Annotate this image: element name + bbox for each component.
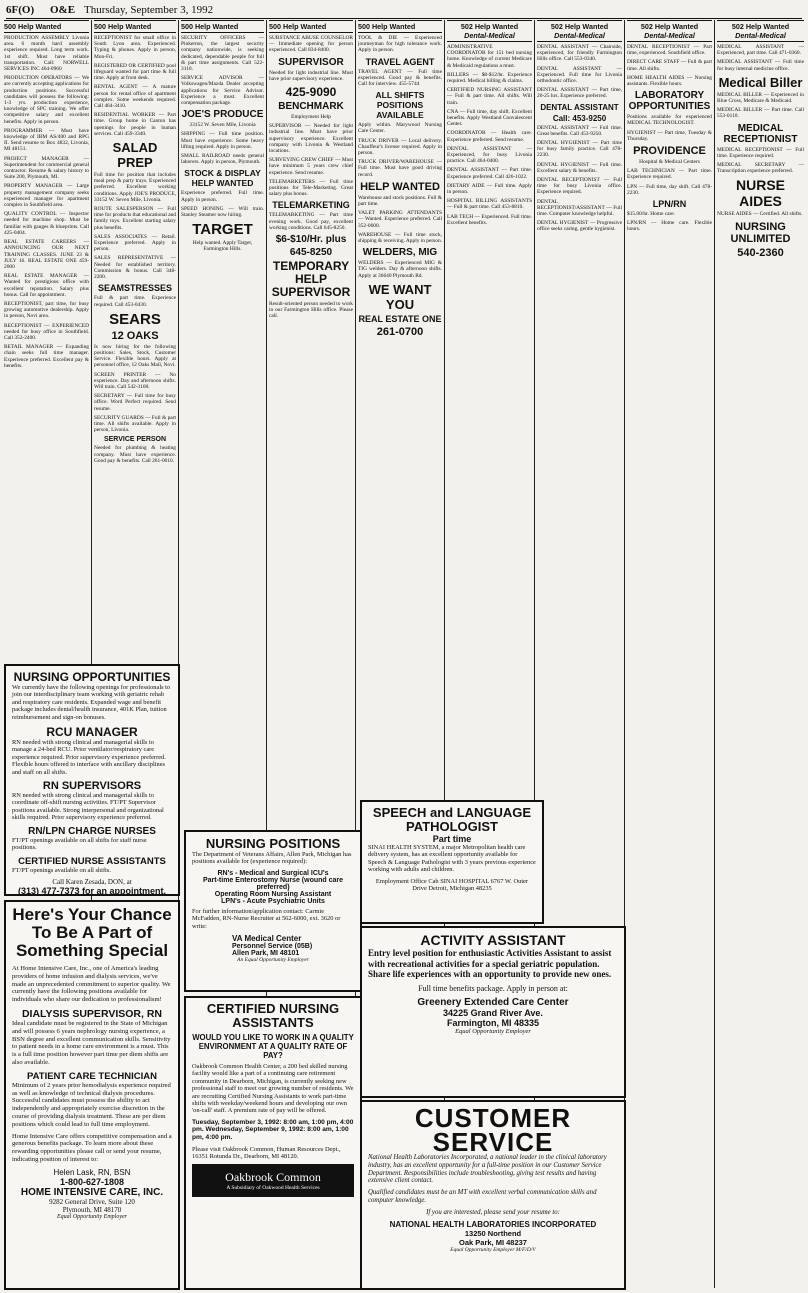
classified-ad: PROJECT MANAGER — Superintendent for commercial general contractor. Resume & salary history to Suite 200, Plymouth, MI. — [4, 155, 89, 181]
classified-ad: MEDICAL BILLER — Part time. Call 553-0110. — [717, 107, 804, 120]
ad-address: 13250 Northend — [464, 1228, 522, 1238]
classified-ad: PROPERTY MANAGER — Large property management company seeks experienced manager for apartment complex in Southfield area. — [4, 183, 89, 209]
ad-body: RN needed with strong clinical and managerial skills to manage a 24-bed RCU. Prior ventilator/respiratory care experience required. Prior supervisory experience preferred. Flexible hours offered to interface with ancillary disciplines and staff on all shifts. — [12, 739, 166, 776]
ad-phone: Call: 453-9250 — [552, 113, 607, 123]
ad-subtitle: RN/LPN CHARGE NURSES — [28, 825, 156, 837]
column-9 — [717, 20, 804, 1288]
ad-subheadline: 12 OAKS — [111, 329, 159, 342]
column-1 — [4, 20, 89, 660]
ad-headline: WELDERS, MIG — [362, 247, 438, 259]
section-header — [447, 20, 532, 42]
ad-headline: SALAD PREP — [112, 140, 158, 171]
classified-ad: HOME HEALTH AIDES — Nursing assistants. Flexible hours. — [627, 74, 712, 88]
classified-ad: SECURITY OFFICERS — Pinkerton, the largest security company nationwide, is seeking dedicated, dependable people for full & part time assignments. Call 522-3110. — [181, 35, 264, 73]
column-8 — [627, 20, 712, 1288]
ad-headline: TARGET — [192, 221, 253, 239]
ad-body: At Home Intensive Care, Inc., one of America's leading providers of home infusion and dialysis services, we've made an unprecedented commitment to superior quality. We currently have the following positions available for individuals who share our dedication to professionalism! — [12, 965, 171, 1004]
column-4 — [269, 20, 353, 820]
classified-ad: Full time for position that includes meal prep & party trays. Experienced preferred. Excellent working conditions. Apply JOE'S PRODUCE, 33152 W. Seven Mile, Livonia. — [94, 172, 176, 203]
section-header — [717, 20, 804, 42]
ad-headline: LABORATORY OPPORTUNITIES — [628, 90, 711, 113]
column-6 — [447, 20, 532, 790]
ad-dates: Tuesday, September 3, 1992: 8:00 am, 1:00 pm, 4:00 pm. Wednesday, September 9, 1992: 8:00 am, 1:00 pm, 4:00 pm. — [192, 1118, 354, 1142]
ad-body: For further information/application contact: Carmie McFadden, RN-Nurse Recruiter at 562-6000, ext. 3620 or write: — [192, 907, 341, 930]
ad-subtitle: CERTIFIED NURSE ASSISTANTS — [18, 855, 166, 867]
classified-ad: DENTAL RECEPTIONIST/ASSISTANT — Full time. Computer knowledge helpful. — [537, 198, 622, 218]
classified-ad: DIRECT CARE STAFF — Full & part time. All shifts. — [627, 59, 712, 72]
ad-headline: SEARS — [109, 310, 161, 328]
ad-subtitle: WOULD YOU LIKE TO WORK IN A QUALITY ENVIRONMENT AT A QUALITY RATE OF PAY? — [192, 1033, 354, 1060]
classified-ad: BILLERS — $8-$12/hr. Experience required. Medical billing & claims. — [447, 71, 532, 85]
classified-ad: SHIPPING — Full time position. Must have experience. Some heavy lifting required. Apply in person. — [181, 131, 264, 150]
classified-ad: Result-oriented person needed to work in our Farmington Hills office. Please call. — [269, 301, 353, 320]
ad-address: 34225 Grand River Ave. — [443, 1007, 543, 1018]
ad-subheadline: REAL ESTATE ONE — [358, 313, 442, 324]
classified-ad: DENTAL HYGIENIST — Progressive office seeks caring, gentle hygienist. — [537, 220, 622, 233]
classified-ad: Needed for light industrial line. Must have prior supervisory experience. — [269, 69, 353, 82]
ad-headline: TEMPORARY HELP SUPERVISOR — [271, 259, 351, 300]
ad-title: SPEECH and LANGUAGE PATHOLOGIST — [372, 805, 532, 834]
ad-headline: LPN/RN — [652, 199, 687, 210]
column-5 — [358, 20, 442, 790]
classified-ad: ROUTE SALESPERSON — Full time for products that educational and family toys. Excellent starting salary plus benefits. — [94, 206, 176, 231]
classified-ad: Is now hiring for the following positions: Sales, Stock, Customer Service. Flexible hours. Apply at personnel office, 12 Oaks Mall, Novi. — [94, 343, 176, 369]
classified-ad: DENTAL ASSISTANT — Chairside, experienced, for friendly Farmington Hills office. Call 553-0340. — [537, 44, 622, 63]
classified-ad: MEDICAL ASSISTANT — Experienced, part time. Call 471-0360. — [717, 44, 804, 57]
classified-ad: TRUCK DRIVER/WAREHOUSE — Full time. Must have good driving record. — [358, 159, 442, 178]
classified-ad: DIETARY AIDE — Full time. Apply in person. — [447, 182, 532, 196]
ad-body: FT/PT openings available on all shifts. — [12, 866, 111, 874]
ad-subtitle: DIALYSIS SUPERVISOR, RN — [21, 1007, 163, 1020]
ad-city: Farmington, MI 48335 — [446, 1017, 540, 1028]
classified-ad: WAREHOUSE — Full time stock, shipping & receiving. Apply in person. — [358, 231, 442, 245]
ad-body: The Department of Veterans Affairs, Allen Park, Michigan has positions available for (experience required): — [192, 851, 352, 866]
section-header-line: Dental-Medical — [464, 31, 515, 40]
classified-ad: SCREEN PRINTER — No experience. Day and afternoon shifts. Will train. Call 542-3100. — [94, 371, 176, 390]
classified-ad: Hospital & Medical Centers — [639, 159, 700, 166]
ad-contact: Helen Lask, RN, BSN — [53, 1167, 131, 1177]
ad-body: We currently have the following openings for professionals to join our interdisciplinary team working with geriatric rehab and respiratory care residents. Expanded wage and benefit package includes dental/health insurance, 401K Plan, tuition reimbursement and sign-on bonuses. — [12, 684, 171, 721]
ad-headline: STOCK & DISPLAY HELP WANTED — [184, 168, 261, 189]
ad-address: Personnel Service (05B) — [232, 943, 313, 951]
classified-ad: RESIDENTIAL WORKER — Part time. Group home in Canton has openings for people in human services. Call 459-3340. — [94, 112, 176, 137]
ad-subtitle: RN SUPERVISORS — [42, 780, 142, 793]
ad-title: NURSING OPPORTUNITIES — [13, 670, 171, 684]
classified-ad: Warehouse and stock positions. Full & part time. — [358, 194, 442, 208]
ad-address: 9282 General Drive, Suite 120 — [49, 1197, 135, 1206]
classified-ad: SUPERVISOR — Needed for light industrial line. Must have prior supervisory experience. Excellent company with Livonia & Westland locations. — [269, 123, 353, 155]
classified-ad: SUBSTANCE ABUSE COUNSELOR — Immediate opening for person experienced. Call 834-8400. — [269, 35, 353, 54]
classified-ad: DENTAL ASSISTANT — Part time, 20-25 hrs. Experience preferred. — [537, 87, 622, 100]
classified-ad: DENTAL ASSISTANT — Part time. Experience preferred. Call 426-1022. — [447, 167, 532, 180]
classified-ad: REAL ESTATE CAREERS — ANNOUNCING OUR NEXT TRAINING CLASSES. JUNE 23 & JULY 16. REAL ESTATE ONE 459-2000 — [4, 239, 89, 270]
ad-body: Entry level position for enthusiastic Activities Assistant to assist with recreational activities for a special geriatric population. Share life experiences with an opportunity to provide new ones. — [368, 948, 612, 979]
classified-ad: RECEPTIONIST — EXPERIENCED needed for busy office in Southfield. Call 352-2400. — [4, 322, 89, 341]
logo-name: Oakbrook Common — [225, 1170, 321, 1185]
classified-ad: HYGIENIST — Part time, Tuesday & Thursday. — [627, 129, 712, 142]
nursing-opportunities-ad — [4, 664, 180, 896]
eoe-note: An Equal Opportunity Employer — [237, 957, 309, 964]
classified-ad: MEDICAL BILLER — Experienced in Blue Cross, Medicare & Medicaid. — [717, 91, 804, 105]
classified-ad: TRUCK DRIVER — Local delivery. Chauffeur's license required. Apply in person. — [358, 137, 442, 157]
classified-ad: TRAVEL AGENT — Full time experienced. Good pay & benefits. Call for interview. 455-5744 — [358, 68, 442, 88]
classified-ad: CNA — Full time, day shift. Excellent benefits. Apply Westland Convalescent Center. — [447, 108, 532, 128]
classified-ad: Needed for plumbing & heating company. Must have experience. Good pay & benefits. Call 261-0010. — [94, 445, 176, 464]
classified-ad: LPN — Full time, day shift. Call 478-2230. — [627, 183, 712, 196]
customer-service-ad — [360, 1100, 626, 1290]
classified-ad: DENTAL RECEPTIONIST — Part time, experienced. Southfield office. — [627, 44, 712, 57]
ad-apply: Full time benefits package. Apply in person at: — [418, 983, 568, 993]
ad-headline: TRAVEL AGENT — [365, 56, 435, 67]
section-header-line: 502 Help Wanted — [460, 22, 519, 31]
activity-assistant-ad — [360, 926, 626, 1098]
paper-name: O&E — [50, 4, 76, 16]
classified-ad: Help wanted. Apply Target, Farmington Hills. — [192, 240, 253, 253]
classified-ad: LAB TECH — Experienced. Full time. Excellent benefits. — [447, 213, 532, 226]
column-2 — [94, 20, 176, 660]
section-header: 500 Help Wanted — [181, 20, 264, 33]
classified-ad: DENTAL HYGIENIST — Full time. Excellent salary & benefits. — [537, 161, 622, 174]
classified-ad: SALES REPRESENTATIVE — Needed for established territory. Commission & bonus. Call 348-2200. — [94, 255, 176, 281]
classified-ad: SERVICE ADVISOR — Volkswagen/Mazda Dealer accepting applications for Service Advisor. Experience a must. Excellent compensation package. — [181, 75, 264, 107]
ad-body: National Health Laboratories Incorporated, a national leader in the clinical laboratory industry, has an excellent opportunity for a full-time position in our Customer Service Department. Responsibilities include troubleshooting, giving test results and having extensive client contact. — [368, 1154, 607, 1185]
classified-ad: Employment Help — [291, 114, 331, 121]
section-header — [627, 20, 712, 42]
ad-subtitle: RCU MANAGER — [46, 725, 138, 740]
ad-headline: NURSING UNLIMITED — [730, 220, 791, 245]
classified-ad: TELEMARKETERS — Full time positions for Tele-Marketing. Great salary plus bonus. — [269, 178, 353, 198]
classified-ad: VALET PARKING ATTENDANTS — Wanted. Experience preferred. Call 352-0600. — [358, 210, 442, 229]
section-header-line: Dental-Medical — [554, 31, 605, 40]
company-name: HOME INTENSIVE CARE, INC. — [20, 1186, 164, 1198]
classified-ad: TOOL & DIE — Experienced journeyman for high tolerance work. Apply in person. — [358, 35, 442, 54]
ad-city: Plymouth, MI 48170 — [62, 1205, 122, 1214]
ad-body: Please visit Oakbrook Common, Human Resources Dept., 16351 Rotunda Dr., Dearborn, MI 48120. — [192, 1145, 341, 1161]
section-header — [537, 20, 622, 42]
classified-ad: DENTAL ASSISTANT — Full time. Great benefits. Call 453-9250. — [537, 124, 622, 137]
ad-body: Minimum of 2 years prior hemodialysis experience required as well as knowledge of technical dialysis procedures. Successful candidates must possess the ability to act independently and appropriately exercise discretion in the course of providing dialysis treatment. These are per diem positions which could lead to full time employment. — [12, 1081, 171, 1128]
classified-ad: RECEPTIONIST for small office in South Lyon area. Experienced. Typing & phones. Apply in person, Mon-Fri. — [94, 35, 176, 60]
section-header: 500 Help Wanted — [269, 20, 353, 33]
classified-ad: 33152 W. Seven Mile, Livonia — [189, 122, 256, 129]
classified-ad: MEDICAL ASSISTANT — Full time for busy internal medicine office. — [717, 59, 804, 72]
classified-ad: WELDERS — Experienced MIG & TIG welders. Day & afternoon shifts. Apply at 36640 Plymouth Rd. — [358, 260, 442, 279]
ad-headline: SERVICE PERSON — [103, 436, 167, 444]
company-name: NATIONAL HEALTH LABORATORIES INCORPORATED — [389, 1219, 597, 1229]
ad-line: LPN's - Acute Psychiatric Units — [221, 897, 325, 905]
ad-phone: 261-0700 — [376, 325, 424, 338]
column-3 — [181, 20, 264, 820]
classified-ad: DENTAL ASSISTANT — Experienced. Full time for Livonia orthodontic office. — [537, 65, 622, 85]
ad-headline: DENTAL ASSISTANT — [540, 102, 619, 112]
classified-ad: PRODUCTION ASSEMBLY Livonia area. 6 month hard assembly experience required. Long term work. 1st shift. Must have reliable transportation. Call: NORWELL SERVICES INC 464-0960 — [4, 35, 89, 73]
classified-ad: Positions available for experienced MEDICAL TECHNOLOGIST. — [627, 114, 712, 127]
eoe-note: Equal Opportunity Employer — [57, 1213, 127, 1220]
eoe-note: Equal Opportunity Employer — [455, 1027, 531, 1035]
ad-body: Ideal candidate must be registered in the State of Michigan and will possess 6 years nephrology nursing experience, a BSN degree and excellent communication skills. Sensitivity to patient needs in a home care environment is a must. This is a full time position however part time per diem shifts are also available. — [12, 1019, 171, 1066]
classified-ad: COORDINATOR — Health care. Experience preferred. Send resume. — [447, 130, 532, 143]
section-header-line: 502 Help Wanted — [731, 22, 790, 31]
ad-contact: Employment Office Cab SINAI HOSPITAL 6767 W. Outer Drive Detroit, Michigan 48235 — [375, 877, 529, 893]
classified-ad: RENTAL AGENT — A mature person for rental office of apartment complex. Some weekends required. Call 464-3410. — [94, 84, 176, 110]
classified-ad: DENTAL ASSISTANT — Experienced, for busy Livonia practice. Call 464-0400. — [447, 145, 532, 165]
va-nursing-positions-ad — [184, 830, 362, 992]
column-rule — [714, 20, 715, 1288]
ad-headline: SEAMSTRESSES — [97, 283, 173, 294]
ad-body: RN needed with strong clinical and managerial skills to coordinate off-shift nursing activities. FT/PT Supervisor positions available. Strong interpersonal and organizational skills required. Prior supervisory experience preferred. — [12, 792, 164, 822]
ad-title: NURSING POSITIONS — [205, 836, 341, 851]
section-header-line: 502 Help Wanted — [640, 22, 699, 31]
classified-ad: ADMINISTRATIVE COORDINATOR for 151 bed nursing home. Knowledge of current Medicare & Medicaid regulations a must. — [447, 44, 532, 69]
ad-line: RN's - Medical and Surgical ICU's — [217, 869, 329, 877]
classified-ad: Apply within. Marywood Nursing Care Center. — [358, 122, 442, 135]
ad-wage: $6-$10/Hr. plus — [275, 234, 347, 246]
ad-body: SINAI HEALTH SYSTEM, a major Metropolitan health care delivery system, has an excellent opportunity available for Speech & Language Pathologist with 3 years previous experience working with adults and children. — [368, 844, 536, 874]
ad-headline: PROVIDENCE — [633, 145, 706, 158]
section-header-line: 502 Help Wanted — [550, 22, 609, 31]
classified-ad: RETAIL MANAGER — Expanding chain seeks full time manager. Experience preferred. Excellent pay & benefits. — [4, 344, 89, 369]
ad-phone: (313) 477-7373 for an appointment. — [17, 885, 167, 896]
oakbrook-cna-ad — [184, 996, 362, 1290]
ad-headline: ALL SHIFTS POSITIONS AVAILABLE — [375, 90, 425, 121]
ad-body: Oakbrook Common Health Center, a 200 bed skilled nursing facility would like a part of a continuing care retirement community in Dearborn, Michigan, is currently seeking new professional staff to meet our growing number of residents. We are recruiting Certified Nursing Assistants to work part-time shifts with weekday/weekend hours and developing our own 'on-call' staff. A premium rate of pay will be offered. — [192, 1063, 354, 1115]
classified-ad: PROGRAMMER — Must have knowledge of IBM AS/400 and RPG II. Send resume to Box 4832, Livonia, MI 48151. — [4, 127, 89, 153]
ad-headline: Medical Biller — [718, 74, 803, 90]
page-masthead — [6, 4, 802, 19]
section-header: 500 Help Wanted — [358, 20, 442, 33]
ad-line: Part-time Enterostomy Nurse (wound care preferred) — [202, 876, 344, 891]
ad-headline: WE WANT YOU — [368, 281, 432, 312]
ad-title: CERTIFIED NURSING ASSISTANTS — [206, 1001, 340, 1030]
ad-subtitle: PATIENT CARE TECHNICIAN — [26, 1070, 157, 1082]
company-name: Greenery Extended Care Center — [417, 996, 569, 1008]
ad-subtitle: Part time — [432, 834, 472, 844]
classified-ad: $15.00/hr. Home care. — [627, 211, 676, 218]
ad-subheadline: BENCHMARK — [278, 101, 344, 113]
classified-ad: REGISTERED OR CERTIFIED pool lifeguard wanted for part time & full time. Apply at front desk. — [94, 62, 176, 82]
classified-ad: SURVEYING CREW CHIEF — Must have minimum 5 years crew chief experience. Send resume. — [269, 157, 353, 176]
classified-ad: SECRETARY — Full time for busy office. Word Perfect required. Send resume. — [94, 393, 176, 412]
ad-title: ACTIVITY ASSISTANT — [420, 932, 566, 948]
ad-apply: If you are interested, please send your resume to: — [426, 1208, 560, 1216]
ad-body: FT/PT openings available on all shifts for staff nurse positions. — [12, 836, 147, 852]
page-number: 6F(O) — [6, 4, 35, 16]
classified-ad: SPEED HONING — Will train. Stanley Steamer now hiring. — [181, 205, 264, 219]
ad-headline: MEDICAL RECEPTIONIST — [723, 122, 798, 145]
classified-ad: LAB TECHNICIAN — Part time. Experience required. — [627, 168, 712, 181]
ad-headline: SUPERVISOR — [278, 56, 344, 68]
classified-ad: SALES ASSOCIATES — Retail. Experience preferred. Apply in person. — [94, 233, 176, 253]
classified-ad: DENTAL RECEPTIONIST — Full time for busy Livonia office. Experience required. — [537, 177, 622, 196]
classified-ad: CERTIFIED NURSING ASSISTANT — Full & part time. All shifts. Will train. — [447, 87, 532, 106]
ad-line: Operating Room Nursing Assistant — [214, 890, 332, 898]
classified-ad: LPN/RN — Home care. Flexible hours. — [627, 220, 712, 233]
classified-ad: Full & part time. Experience required. Call 453-0430. — [94, 295, 176, 308]
section-header: 500 Help Wanted — [94, 20, 176, 33]
eoe-note: Equal Opportunity Employer M/F/D/V — [450, 1246, 536, 1253]
classified-ad: Experience preferred. Full time. Apply in person. — [181, 190, 264, 203]
section-header-line: Dental-Medical — [735, 31, 786, 40]
issue-date: Thursday, September 3, 1992 — [84, 4, 214, 16]
home-intensive-care-ad — [4, 900, 180, 1290]
ad-title: CUSTOMER — [414, 1103, 572, 1133]
ad-phone: 1-800-627-1808 — [59, 1176, 125, 1187]
ad-body: Qualified candidates must be an MT with excellent verbal communication skills and computer knowledge. — [368, 1189, 597, 1204]
classified-ad: RECEPTIONIST, part time, for busy growing automotive dealership. Apply in person, Novi area. — [4, 300, 89, 320]
classified-ad: TELEMARKETING — Part time evening work. Good pay, excellent working conditions. Call 645-8250. — [269, 212, 353, 231]
classified-ad: SECURITY GUARDS — Full & part time. All shifts available. Apply in person, Livonia. — [94, 414, 176, 434]
ad-headline: TELEMARKETING — [272, 200, 350, 211]
ad-headline: 425-9090 — [285, 85, 337, 100]
classified-ad: SMALL RAILROAD needs general laborers. Apply in person, Plymouth. — [181, 153, 264, 166]
classified-ad: PRODUCTION OPERATORS — We are currently accepting applications for production positions. Successful candidates will possess the following: 1-3 yrs. production experience, knowledge of SPC training. We offer competitive salary and excellent benefits. Apply in person. — [4, 75, 89, 125]
section-header-line: Dental-Medical — [644, 31, 695, 40]
ad-city: Oak Park, MI 48237 — [459, 1237, 527, 1247]
ad-address: VA Medical Center — [232, 934, 302, 944]
logo-subtitle: A Subsidiary of Oakwood Health Services — [226, 1185, 320, 1192]
classified-ad: NURSE AIDES — Certified. All shifts. — [717, 211, 803, 218]
classified-ad: QUALITY CONTROL — Inspector needed for machine shop. Must be familiar with gauges & blueprints. Call 425-0404. — [4, 211, 89, 236]
classified-ad: REAL ESTATE MANAGER — Wanted for prestigious office with excellent reputation. Salary plus bonus. Call for appointment. — [4, 273, 89, 298]
oakbrook-logo — [192, 1164, 354, 1197]
ad-title: Here's Your Chance To Be A Part of Something Special — [12, 905, 172, 960]
classified-ad: HOSPITAL BILLING ASSISTANTS — Full & part time. Call 453-8810. — [447, 198, 532, 211]
classified-ad: DENTAL HYGIENIST — Part time for busy family practice. Call 478-2230. — [537, 140, 622, 159]
ad-contact: Call Karen Zesada, DON, at — [52, 877, 132, 886]
ad-phone: 540-2360 — [737, 246, 784, 259]
section-header: 500 Help Wanted — [4, 20, 89, 33]
ad-phone: 645-8250 — [289, 247, 333, 259]
ad-headline: HELP WANTED — [360, 180, 440, 193]
classified-ad: MEDICAL SECRETARY — Transcription experience preferred. — [717, 162, 804, 175]
ad-address: Allen Park, MI 48101 — [232, 950, 300, 958]
ad-headline: NURSE AIDES — [735, 177, 785, 210]
ad-headline: JOE'S PRODUCE — [181, 109, 264, 121]
ad-body: Home Intensive Care offers competitive compensation and a generous benefits package. To learn more about these rewarding opportunities please call or send your resume, indicating position of interest to: — [12, 1132, 172, 1163]
speech-pathologist-ad — [360, 800, 544, 924]
column-7 — [537, 20, 622, 920]
ad-title: SERVICE — [432, 1127, 554, 1157]
classified-ad: MEDICAL RECEPTIONIST — Full time. Experience required. — [717, 146, 804, 159]
